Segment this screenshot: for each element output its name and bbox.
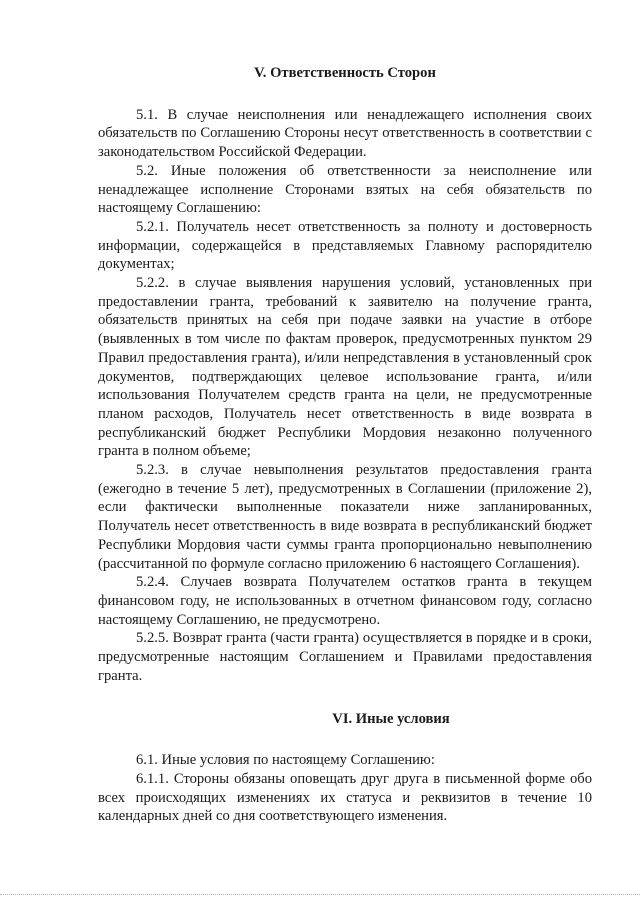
paragraph-5-2-5: 5.2.5. Возврат гранта (части гранта) осуществляется в порядке и в сроки, предусмотренные настоящим Соглашением и Правилами предоставления гранта. [98,630,592,684]
paragraph-5-2: 5.2. Иные положения об ответственности за неисполнение или ненадлежащее исполнение Сторонами взятых на себя обязательств по настоящему Соглашению: [98,162,592,217]
page-bottom-border [0,894,640,895]
paragraph-5-2-1: 5.2.1. Получатель несет ответственность за полноту и достоверность информации, содержащейся в представляемых Главному распорядителю документах; [98,218,592,273]
paragraph-6-1: 6.1. Иные условия по настоящему Соглашению: [136,752,435,769]
paragraph-6-1-1: 6.1.1. Стороны обязаны оповещать друг друга в письменной форме обо всех происходящих изменениях их статуса и реквизитов в течение 10 календарных дней со дня соответствующего изменения. [98,770,592,825]
paragraph-5-2-3: 5.2.3. в случае невыполнения результатов предоставления гранта (ежегодно в течение 5 лет), предусмотренных в Соглашении (приложение 2), если фактически выполненные показатели ниже запланированных, Получатель несет ответственность в виде возврата в республиканский бюджет Республики Мордовия части суммы гранта пропорционально невыполнению (рассчитанной по формуле согласно приложению 6 настоящего Соглашения). [98,462,592,572]
paragraph-5-1: 5.1. В случае неисполнения или ненадлежащего исполнения своих обязательств по Соглашению Стороны несут ответственность в соответствии с законодательством Российской Федерации. [98,106,592,161]
paragraph-5-2-2: 5.2.2. в случае выявления нарушения условий, установленных при предоставлении гранта, требований к заявителю на получение гранта, обязательств принятых на себя при подаче заявки на участие в отборе (выявленных в том числе по фактам проверок, предусмотренных пунктом 29 Правил предоставления гранта), и/или непредставления в установленный срок документов, подтверждающих целевое использование гранта, и/или использования Получателем средств гранта на цели, не предусмотренные планом расходов, Получатель несет ответственность в виде возврата в республиканский бюджет Республики Мордовия незаконно полученного гранта в полном объеме; [98,275,592,460]
section-6-title: VI. Иные условия [332,710,450,727]
section-5-title: V. Ответственность Сторон [254,65,436,81]
paragraph-5-2-4: 5.2.4. Случаев возврата Получателем остатков гранта в текущем финансовом году, не использованных в отчетном финансовом году, согласно настоящему Соглашению, не предусмотрено. [98,574,592,628]
document-body [98,64,592,826]
